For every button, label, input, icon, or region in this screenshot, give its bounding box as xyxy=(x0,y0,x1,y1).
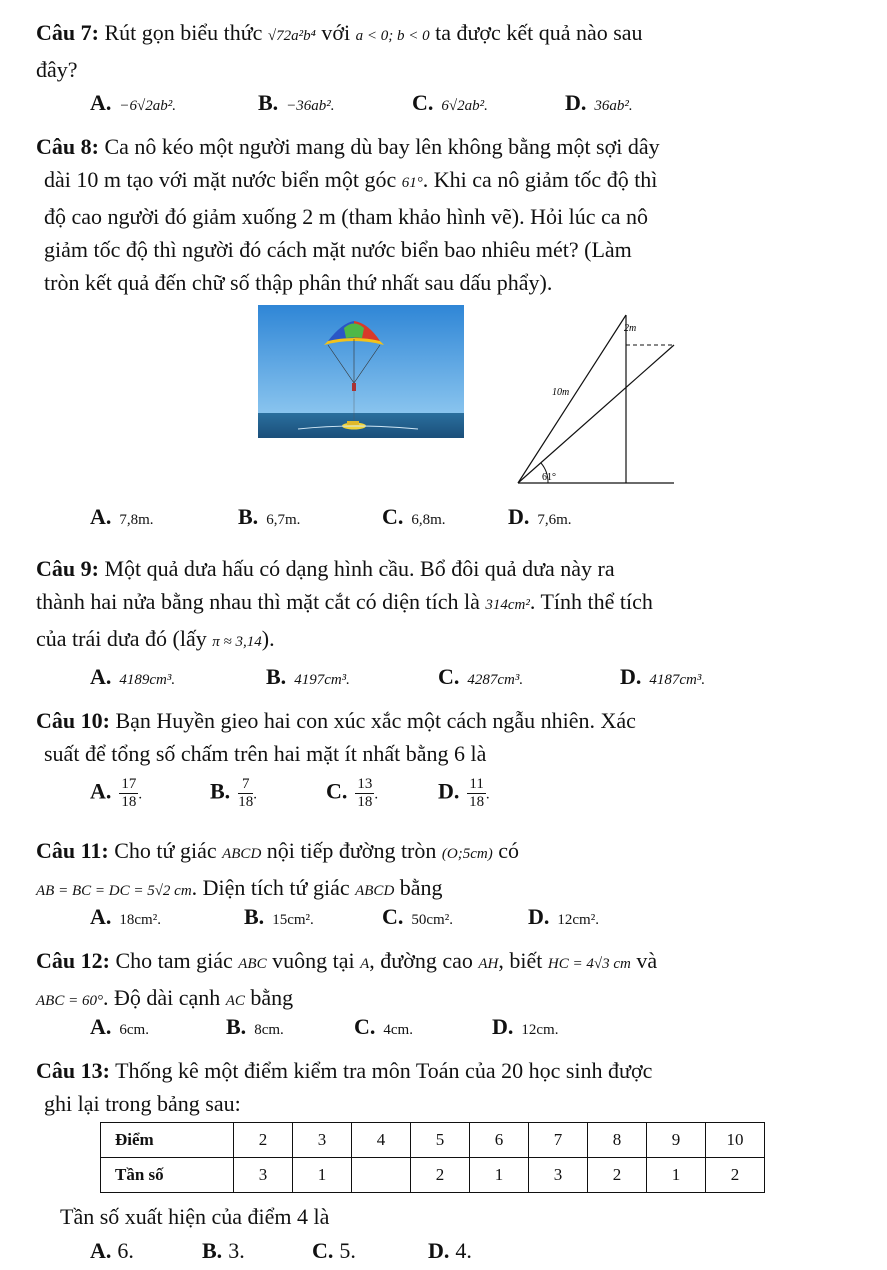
option-b[interactable] xyxy=(210,776,257,811)
table-cell: 8 xyxy=(588,1123,647,1158)
table-row xyxy=(101,1158,765,1193)
option-value: 6cm. xyxy=(119,1022,149,1038)
table-cell: 7 xyxy=(529,1123,588,1158)
option-value: 4. xyxy=(455,1238,472,1263)
option-label: D. xyxy=(492,1014,514,1039)
option-label: D. xyxy=(620,664,642,689)
option-end: . xyxy=(138,786,143,803)
option-value: 6√2ab². xyxy=(441,98,488,114)
option-c[interactable] xyxy=(412,90,488,116)
option-a[interactable] xyxy=(90,504,154,530)
option-d[interactable] xyxy=(620,664,705,690)
option-a[interactable] xyxy=(90,1014,149,1040)
question-label: Câu 13: xyxy=(36,1058,110,1083)
question-label: Câu 12: xyxy=(36,948,110,973)
option-value: 5. xyxy=(339,1238,356,1263)
area-value: 314cm² xyxy=(485,597,530,613)
table-cell: 3 xyxy=(529,1158,588,1193)
question-text: giảm tốc độ thì người đó cách mặt nước biển bao nhiêu mét? (Làm xyxy=(44,237,632,262)
option-b[interactable] xyxy=(226,1014,284,1040)
table-cell: 1 xyxy=(470,1158,529,1193)
table-cell: 6 xyxy=(470,1123,529,1158)
numerator: 17 xyxy=(121,776,137,792)
table-cell: 9 xyxy=(647,1123,706,1158)
question-text: , biết xyxy=(498,948,543,973)
option-a[interactable] xyxy=(90,664,175,690)
question-text: độ cao người đó giảm xuống 2 m (tham khảo hình vẽ). Hỏi lúc ca nô xyxy=(44,204,648,229)
option-c[interactable] xyxy=(326,776,378,811)
triangle-diagram xyxy=(508,305,688,490)
fraction xyxy=(238,776,253,811)
option-value: 6,7m. xyxy=(266,512,301,528)
fraction xyxy=(467,776,485,811)
label-10m: 10m xyxy=(552,387,570,398)
option-value: 18cm². xyxy=(119,912,161,928)
option-label: D. xyxy=(565,90,587,115)
question-label: Câu 7: xyxy=(36,20,99,45)
rope-diagram-svg xyxy=(508,305,688,490)
question-text: bằng xyxy=(250,985,294,1010)
option-d[interactable] xyxy=(528,904,599,930)
option-end: . xyxy=(485,786,490,803)
question-text: Rút gọn biểu thức xyxy=(104,20,263,45)
altitude-name: AH xyxy=(478,956,499,972)
option-label: D. xyxy=(528,904,550,929)
question-text: với xyxy=(321,20,351,45)
label-61deg: 61° xyxy=(542,472,556,483)
fraction xyxy=(119,776,138,811)
question-label: Câu 11: xyxy=(36,838,109,863)
math-expression: √72a²b⁴ xyxy=(267,28,316,44)
option-label: C. xyxy=(312,1238,334,1263)
circle-def: (O;5cm) xyxy=(441,846,493,862)
pi-value: π ≈ 3,14 xyxy=(212,634,262,650)
question-text: của trái dưa đó (lấy xyxy=(36,626,207,651)
table-cell: 3 xyxy=(293,1123,352,1158)
triangle-name: ABC xyxy=(238,956,267,972)
option-value: 15cm². xyxy=(272,912,314,928)
option-b[interactable] xyxy=(258,90,335,116)
numerator: 11 xyxy=(469,776,484,792)
option-value: 7,6m. xyxy=(537,512,572,528)
option-value: 4189cm³. xyxy=(119,672,176,688)
question-11 xyxy=(36,834,866,908)
question-text: đây? xyxy=(36,57,78,82)
question-label: Câu 10: xyxy=(36,708,110,733)
numerator: 7 xyxy=(238,776,253,794)
table-cell: 10 xyxy=(706,1123,765,1158)
question-text: Thống kê một điểm kiểm tra môn Toán của 20 học sinh được xyxy=(115,1058,653,1083)
option-label: C. xyxy=(326,778,348,804)
question-text: Cho tứ giác xyxy=(114,838,217,863)
question-10 xyxy=(36,704,866,770)
option-value: 4187cm³. xyxy=(649,672,706,688)
question-text: thành hai nửa bằng nhau thì mặt cắt có diện tích là xyxy=(36,589,480,614)
option-value: 36ab². xyxy=(594,98,633,114)
option-value: −36ab². xyxy=(286,98,335,114)
table-cell: 2 xyxy=(411,1158,470,1193)
table-header: Điểm xyxy=(101,1123,234,1158)
option-d[interactable] xyxy=(565,90,633,116)
option-b[interactable] xyxy=(244,904,314,930)
option-label: A. xyxy=(90,1014,112,1039)
label-2m: 2m xyxy=(624,323,637,334)
option-value: 12cm². xyxy=(557,912,599,928)
question-text: tròn kết quả đến chữ số thập phân thứ nhất sau dấu phẩy). xyxy=(44,270,553,295)
question-text: . Độ dài cạnh xyxy=(102,985,221,1010)
score-frequency-table xyxy=(100,1122,765,1193)
table-cell: 2 xyxy=(588,1158,647,1193)
numerator: 13 xyxy=(357,776,373,792)
option-value: 50cm². xyxy=(411,912,453,928)
question-13 xyxy=(36,1054,866,1120)
option-label: A. xyxy=(90,504,112,529)
vertex-name: A xyxy=(360,956,370,972)
option-c[interactable] xyxy=(438,664,523,690)
quad-name: ABCD xyxy=(222,846,262,862)
option-label: D. xyxy=(508,504,530,529)
math-condition: a < 0; b < 0 xyxy=(355,28,430,44)
option-label: B. xyxy=(244,904,265,929)
question-7 xyxy=(36,16,866,86)
option-label: D. xyxy=(428,1238,450,1263)
option-label: C. xyxy=(354,1014,376,1039)
parasailing-image xyxy=(258,305,464,438)
option-value: 7,8m. xyxy=(119,512,154,528)
question-8 xyxy=(36,130,866,299)
denominator: 18 xyxy=(357,794,373,810)
question-9 xyxy=(36,552,866,659)
option-c[interactable] xyxy=(354,1014,413,1040)
option-label: B. xyxy=(238,504,259,529)
option-b[interactable] xyxy=(202,1238,245,1264)
option-value: 8cm. xyxy=(254,1022,284,1038)
table-cell: 2 xyxy=(234,1123,293,1158)
option-label: B. xyxy=(202,1238,223,1263)
question-text: nội tiếp đường tròn xyxy=(266,838,437,863)
option-label: C. xyxy=(412,90,434,115)
question-text: suất để tổng số chấm trên hai mặt ít nhất bằng 6 là xyxy=(44,741,487,766)
denominator: 18 xyxy=(121,794,137,810)
option-value: 6. xyxy=(117,1238,134,1263)
option-label: B. xyxy=(226,1014,247,1039)
option-a[interactable] xyxy=(90,776,142,811)
table-cell: 1 xyxy=(647,1158,706,1193)
fraction xyxy=(355,776,374,811)
question-text: ghi lại trong bảng sau: xyxy=(44,1091,241,1116)
option-c[interactable] xyxy=(382,904,453,930)
option-label: A. xyxy=(90,778,112,804)
table-cell: 3 xyxy=(234,1158,293,1193)
option-label: C. xyxy=(438,664,460,689)
option-value: 6,8m. xyxy=(411,512,446,528)
question-13-prompt xyxy=(60,1200,887,1233)
question-text: dài 10 m tạo với mặt nước biển một góc xyxy=(44,167,397,192)
angle-value: ABC = 60° xyxy=(36,993,103,1009)
option-label: A. xyxy=(90,90,112,115)
option-value: 4cm. xyxy=(383,1022,413,1038)
table-cell xyxy=(352,1158,411,1193)
table-cell: 4 xyxy=(352,1123,411,1158)
option-value: 3. xyxy=(228,1238,245,1263)
option-b[interactable] xyxy=(266,664,350,690)
option-a[interactable] xyxy=(90,1238,134,1264)
option-d[interactable] xyxy=(492,1014,558,1040)
option-label: B. xyxy=(266,664,287,689)
option-a[interactable] xyxy=(90,904,161,930)
question-text: . Khi ca nô giảm tốc độ thì xyxy=(422,167,658,192)
parasailing-photo xyxy=(258,305,464,438)
side-name: AC xyxy=(225,993,245,1009)
question-label: Câu 9: xyxy=(36,556,99,581)
question-text: vuông tại xyxy=(272,948,355,973)
question-text: , đường cao xyxy=(369,948,473,973)
table-row xyxy=(101,1123,765,1158)
option-label: C. xyxy=(382,904,404,929)
option-label: A. xyxy=(90,904,112,929)
option-end: . xyxy=(374,786,379,803)
question-text: Một quả dưa hấu có dạng hình cầu. Bổ đôi quả dưa này ra xyxy=(104,556,615,581)
option-label: B. xyxy=(210,778,231,804)
question-text: ta được kết quả nào sau xyxy=(435,20,643,45)
angle-value: 61° xyxy=(401,175,423,191)
table-header: Tần số xyxy=(101,1158,234,1193)
question-label: Câu 8: xyxy=(36,134,99,159)
question-text: bằng xyxy=(399,875,443,900)
option-b[interactable] xyxy=(238,504,300,530)
option-label: A. xyxy=(90,1238,112,1263)
option-value: 4197cm³. xyxy=(294,672,350,688)
table-cell: 5 xyxy=(411,1123,470,1158)
question-text: . Diện tích tứ giác xyxy=(191,875,350,900)
question-text: Ca nô kéo một người mang dù bay lên không bằng một sợi dây xyxy=(104,134,660,159)
option-end: . xyxy=(253,786,257,803)
option-c[interactable] xyxy=(382,504,446,530)
question-text: ). xyxy=(261,626,275,651)
table-cell: 2 xyxy=(706,1158,765,1193)
option-value: 4287cm³. xyxy=(467,672,524,688)
option-d[interactable] xyxy=(438,776,490,811)
option-label: A. xyxy=(90,664,112,689)
question-text: có xyxy=(498,838,519,863)
question-12 xyxy=(36,944,866,1018)
side-condition: AB = BC = DC = 5√2 cm xyxy=(36,883,192,899)
option-label: B. xyxy=(258,90,279,115)
quad-name: ABCD xyxy=(355,883,395,899)
question-text: Bạn Huyền gieo hai con xúc xắc một cách ngẫu nhiên. Xác xyxy=(115,708,636,733)
question-text: và xyxy=(636,948,658,973)
question-text: Tần số xuất hiện của điểm 4 là xyxy=(60,1204,330,1229)
question-text: . Tính thể tích xyxy=(529,589,653,614)
hc-value: HC = 4√3 cm xyxy=(547,956,631,972)
option-value: −6√2ab². xyxy=(119,98,176,114)
option-value: 12cm. xyxy=(521,1022,559,1038)
option-c[interactable] xyxy=(312,1238,356,1264)
denominator: 18 xyxy=(469,794,485,810)
option-a[interactable] xyxy=(90,90,176,116)
option-d[interactable] xyxy=(428,1238,472,1264)
option-d[interactable] xyxy=(508,504,572,530)
option-label: C. xyxy=(382,504,404,529)
denominator: 18 xyxy=(238,794,254,810)
option-label: D. xyxy=(438,778,460,804)
question-text: Cho tam giác xyxy=(115,948,233,973)
table-cell: 1 xyxy=(293,1158,352,1193)
